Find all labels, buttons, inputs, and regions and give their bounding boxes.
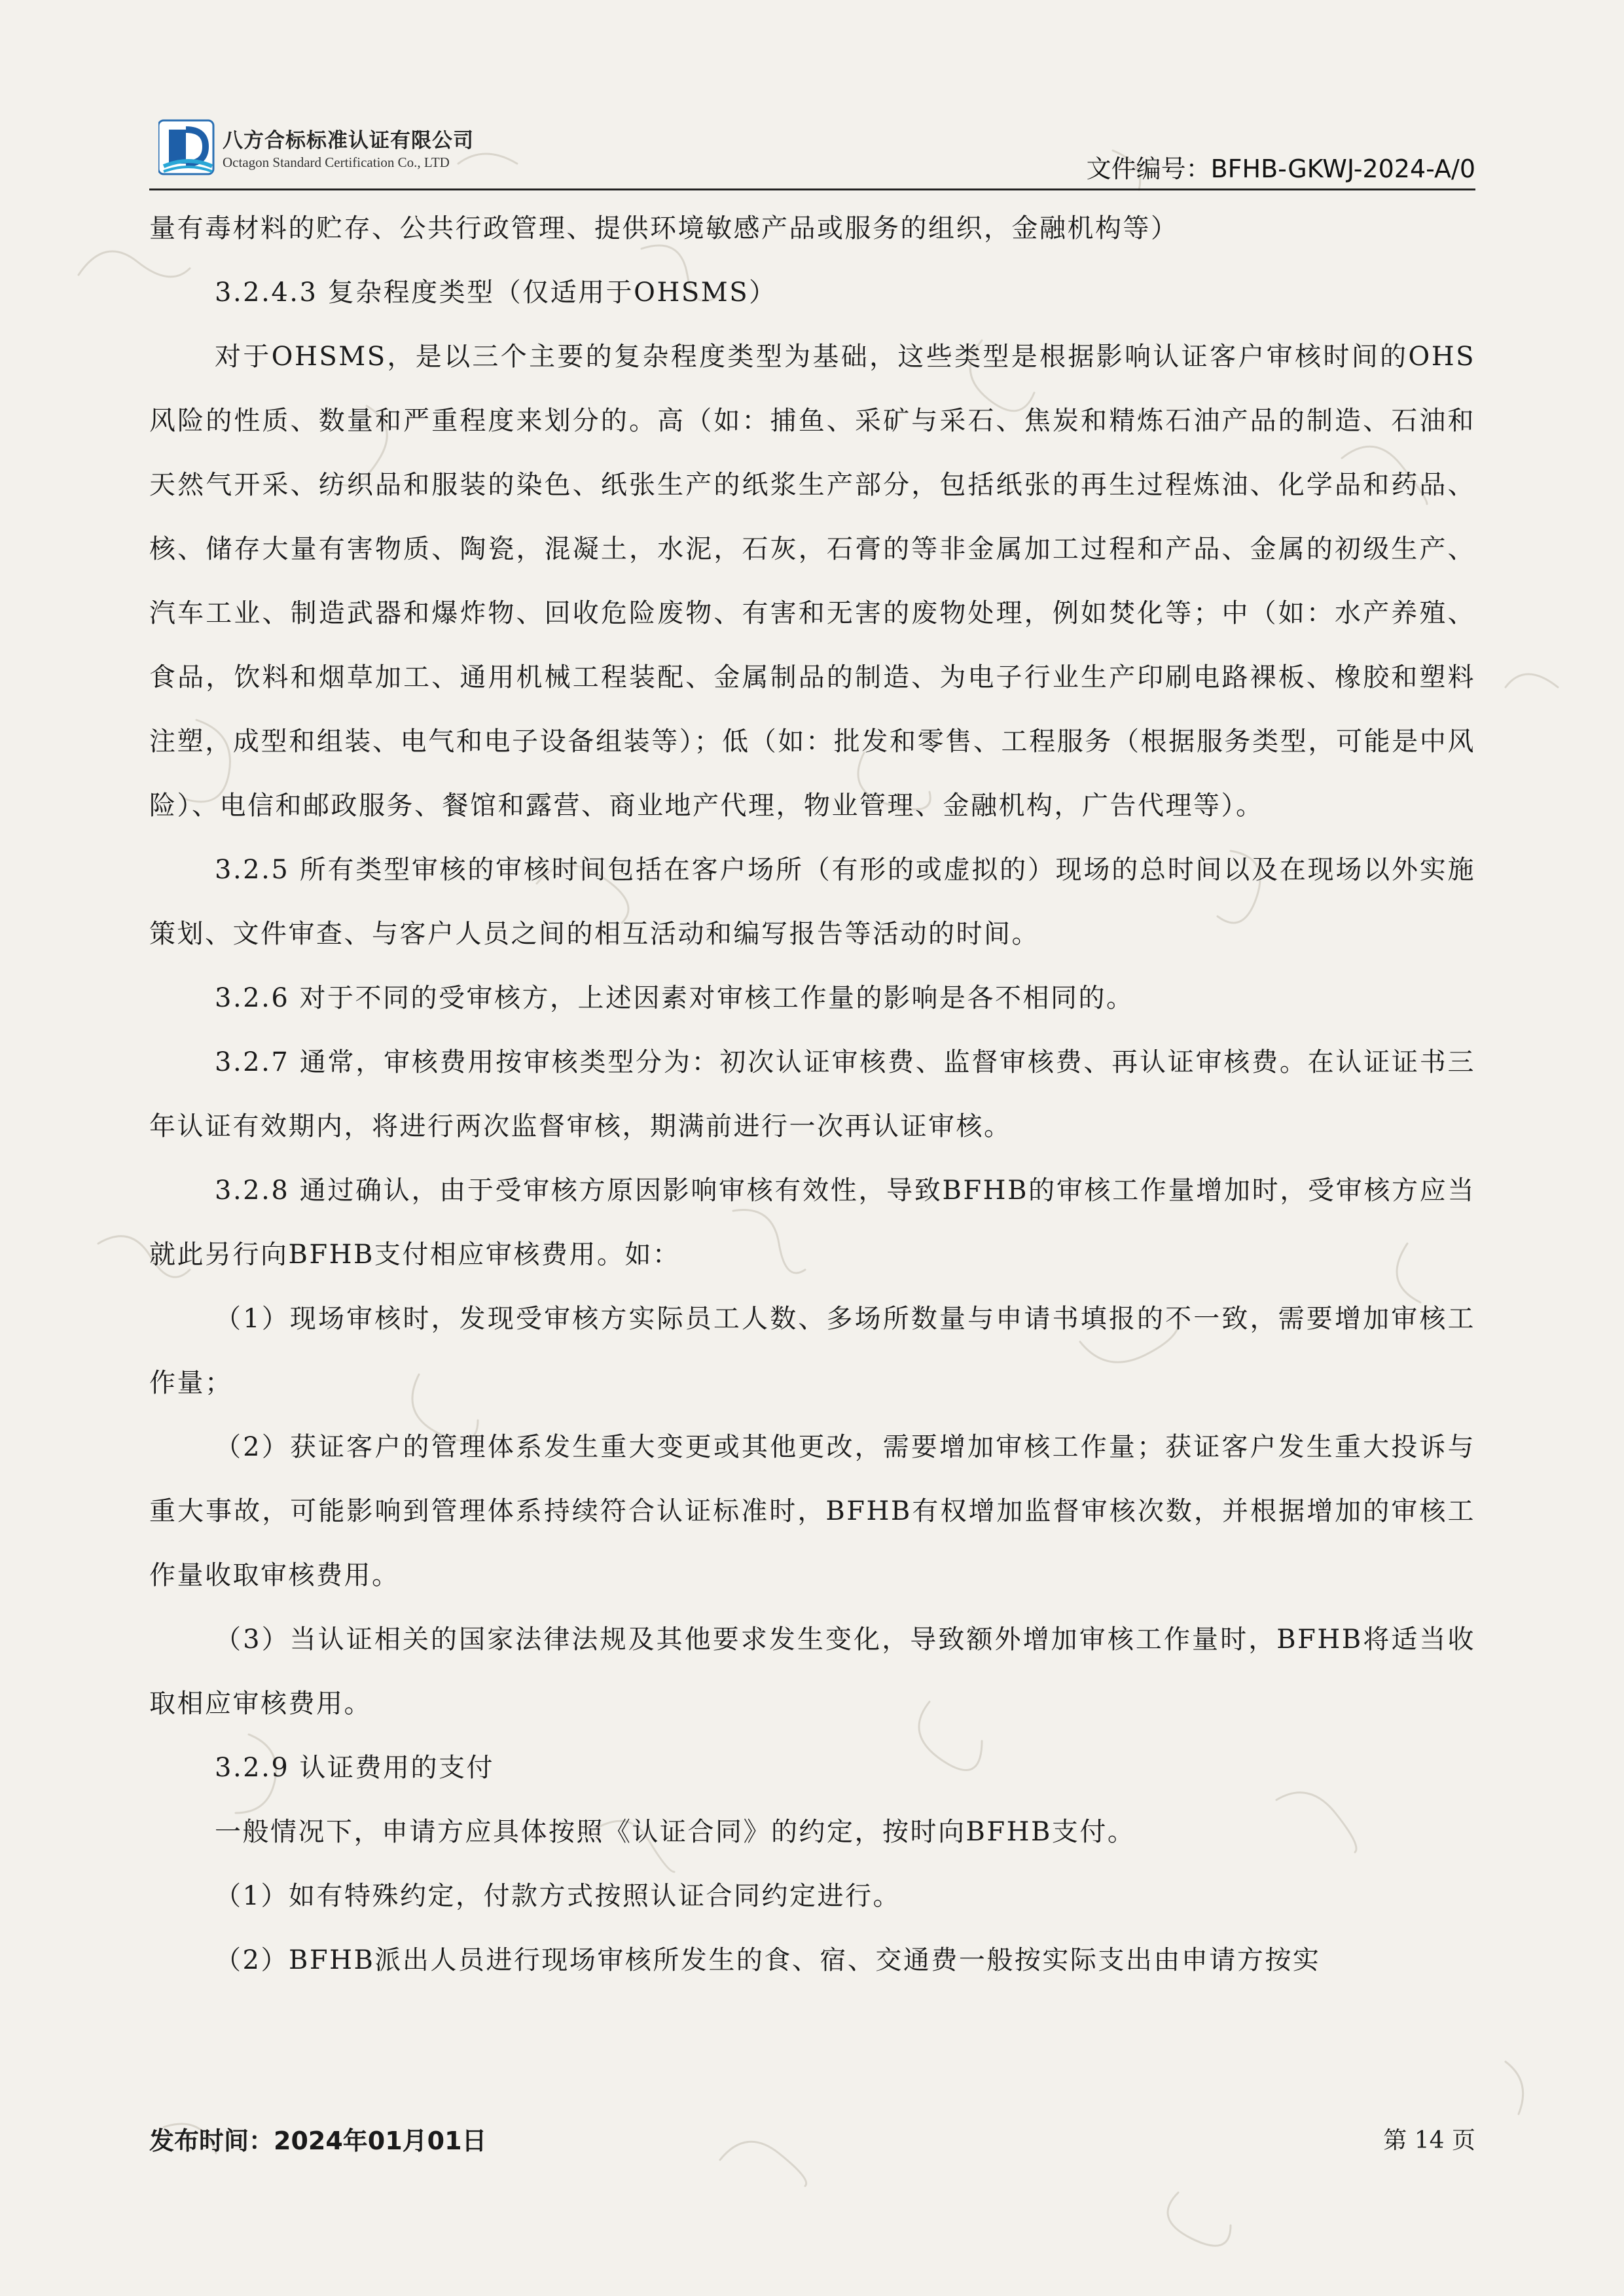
body-paragraph: （2）获证客户的管理体系发生重大变更或其他更改，需要增加审核工作量；获证客户发生重大投诉与重大事故，可能影响到管理体系持续符合认证标准时，BFHB有权增加监督审核次数，并根据增加的审核工作量收取审核费用。 (149, 1432, 1475, 1590)
body-paragraph: （1）现场审核时，发现受审核方实际员工人数、多场所数量与申请书填报的不一致，需要增加审核工作量； (149, 1304, 1475, 1398)
body-paragraph: （3）当认证相关的国家法律法规及其他要求发生变化，导致额外增加审核工作量时，BFHB将适当收取相应审核费用。 (149, 1624, 1475, 1719)
body-paragraph: 量有毒材料的贮存、公共行政管理、提供环境敏感产品或服务的组织，金融机构等） (149, 213, 1179, 243)
body-paragraph: 3.2.7 通常，审核费用按审核类型分为：初次认证审核费、监督审核费、再认证审核费。在认证证书三年认证有效期内，将进行两次监督审核，期满前进行一次再认证审核。 (149, 1047, 1475, 1141)
publish-date: 发布时间：2024年01月01日 (149, 2126, 487, 2155)
header-divider (149, 188, 1475, 190)
page-number: 第 14 页 (1383, 2127, 1475, 2154)
document-code: 文件编号：BFHB-GKWJ-2024-A/0 (1086, 154, 1475, 183)
body-paragraph: 一般情况下，申请方应具体按照《认证合同》的约定，按时向BFHB支付。 (215, 1817, 1136, 1847)
body-paragraph: 3.2.8 通过确认，由于受审核方原因影响审核有效性，导致BFHB的审核工作量增加时，受审核方应当就此另行向BFHB支付相应审核费用。如： (149, 1175, 1475, 1270)
page-header (149, 115, 1475, 187)
body-paragraph: 3.2.9 认证费用的支付 (215, 1753, 494, 1783)
company-name-en: Octagon Standard Certification Co., LTD (223, 154, 450, 170)
company-name-cn: 八方合标标准认证有限公司 (223, 129, 474, 152)
body-paragraph: 3.2.5 所有类型审核的审核时间包括在客户场所（有形的或虚拟的）现场的总时间以及在现场以外实施策划、文件审查、与客户人员之间的相互活动和编写报告等活动的时间。 (149, 855, 1475, 949)
company-logo (158, 115, 656, 180)
document-body (149, 196, 1475, 1992)
body-paragraph: 对于OHSMS，是以三个主要的复杂程度类型为基础，这些类型是根据影响认证客户审核时间的OHS风险的性质、数量和严重程度来划分的。高（如：捕鱼、采矿与采石、焦炭和精炼石油产品的制造、石油和天然气开采、纺织品和服装的染色、纸张生产的纸浆生产部分，包括纸张的再生过程炼油、化学品和药品、核、储存大量有害物质、陶瓷，混凝土，水泥，石灰，石膏的等非金属加工过程和产品、金属的初级生产、汽车工业、制造武器和爆炸物、回收危险废物、有害和无害的废物处理，例如焚化等；中（如：水产养殖、食品，饮料和烟草加工、通用机械工程装配、金属制品的制造、为电子行业生产印刷电路裸板、橡胶和塑料注塑，成型和组装、电气和电子设备组装等）；低（如：批发和零售、工程服务（根据服务类型，可能是中风险）、电信和邮政服务、餐馆和露营、商业地产代理，物业管理、金融机构，广告代理等）。 (149, 342, 1475, 821)
octagon-logo-icon (158, 118, 215, 177)
body-paragraph: （2）BFHB派出人员进行现场审核所发生的食、宿、交通费一般按实际支出由申请方按实 (215, 1945, 1321, 1975)
body-paragraph: 3.2.6 对于不同的受审核方，上述因素对审核工作量的影响是各不相同的。 (215, 983, 1134, 1013)
body-paragraph: （1）如有特殊约定，付款方式按照认证合同约定进行。 (215, 1881, 901, 1911)
body-paragraph: 3.2.4.3 复杂程度类型（仅适用于OHSMS） (215, 278, 777, 308)
